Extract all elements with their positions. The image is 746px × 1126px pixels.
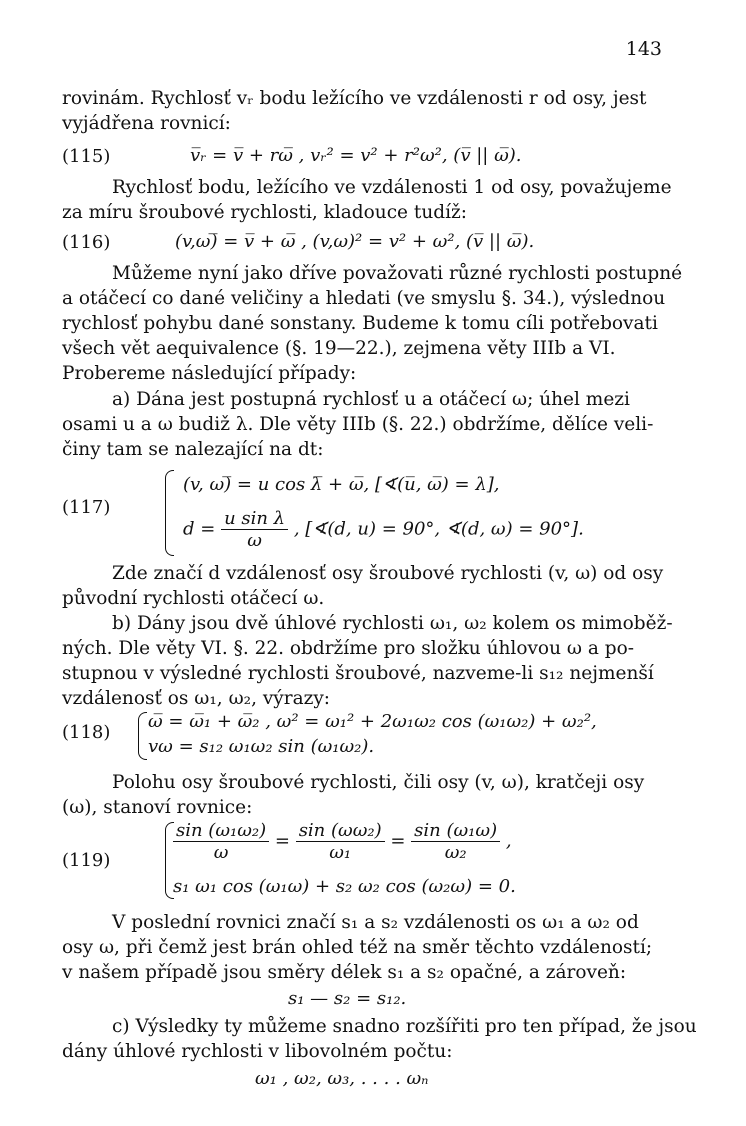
text-line: vzdálenosť os ω₁, ω₂, výrazy:	[62, 688, 331, 709]
equation-omega-list: ω₁ , ω₂, ω₃, . . . . ωₙ	[255, 1068, 429, 1089]
fraction	[411, 820, 500, 863]
text-line: b) Dány jsou dvě úhlové rychlosti ω₁, ω₂ kolem os mimoběž-	[112, 613, 673, 634]
equation-number: (118)	[62, 722, 111, 743]
equation-117-line1: (v, ω)̅ = u cos λ̅ + ω̅, [∢(u̅, ω̅) = λ],	[183, 474, 500, 495]
text-line: rychlosť pohybu dané sonstany. Budeme k tomu cíli potřebovati	[62, 313, 658, 334]
numerator: sin (ωω₂)	[296, 820, 385, 842]
equation-number: (115)	[62, 146, 111, 167]
fraction	[173, 820, 269, 863]
equation-number: (117)	[62, 497, 111, 518]
equation-brace	[165, 470, 174, 556]
text-line: c) Výsledky ty můžeme snadno rozšířiti pro ten případ, že jsou	[112, 1016, 697, 1037]
text-line: Můžeme nyní jako dříve považovati různé rychlosti postupné	[112, 263, 683, 284]
denominator: ω₁	[329, 842, 352, 863]
equation-115: v̅ᵣ = v̅ + rω̅ , vᵣ² = v² + r²ω², (v̅ || ω̅).	[190, 145, 522, 166]
text-line: a) Dána jest postupná rychlosť u a otáčecí ω; úhel mezi	[112, 389, 630, 410]
equation-text: , [∢(d, u) = 90°, ∢(d, ω) = 90°].	[293, 518, 584, 540]
text-line: osami u a ω budiž λ. Dle věty IIIb (§. 22.) obdržíme, dělíce veli-	[62, 414, 654, 435]
equation-number: (119)	[62, 850, 111, 871]
text-line: a otáčecí co dané veličiny a hledati (ve smyslu §. 34.), výslednou	[62, 288, 666, 309]
text-line: za míru šroubové rychlosti, kladouce tudíž:	[62, 202, 467, 223]
text-line: vyjádřena rovnicí:	[62, 113, 231, 134]
denominator: ω₂	[444, 842, 467, 863]
text-line: Probereme následující případy:	[62, 363, 357, 384]
text-line: dány úhlové rychlosti v libovolném počtu:	[62, 1041, 453, 1062]
fraction	[221, 508, 288, 551]
equation-119-line2: s₁ ω₁ cos (ω₁ω) + s₂ ω₂ cos (ω₂ω) = 0.	[173, 876, 516, 897]
text-line: (ω), stanoví rovnice:	[62, 797, 253, 818]
equation-117-line2	[183, 508, 584, 551]
text-line: Polohu osy šroubové rychlosti, čili osy (v, ω), kratčeji osy	[112, 772, 645, 793]
text-line: původní rychlosti otáčecí ω.	[62, 588, 325, 609]
numerator: sin (ω₁ω)	[411, 820, 500, 842]
equation-119-line1: $\frac{\text{sin (ω₁ω₂)}}{\omega}$ = $\frac{\text{sin (ωω₂)}}{\text{ω₁}}$ = $\frac{\text{sin (ω₁ω)}}{\text{ω₂}}$ ,	[173, 820, 512, 863]
denominator: ω	[247, 530, 262, 551]
fraction	[296, 820, 385, 863]
text-line: V poslední rovnici značí s₁ a s₂ vzdálenosti os ω₁ a ω₂ od	[112, 912, 639, 933]
text-line: ných. Dle věty VI. §. 22. obdržíme pro složku úhlovou ω a po-	[62, 638, 634, 659]
denominator: ω	[213, 842, 229, 863]
text-line: Rychlosť bodu, ležícího ve vzdálenosti 1 od osy, považujeme	[112, 177, 672, 198]
equation-118-line1: ω̅ = ω̅₁ + ω̅₂ , ω² = ω₁² + 2ω₁ω₂ cos (ω₁ω₂) + ω₂²,	[148, 711, 597, 732]
text-line: stupnou v výsledné rychlosti šroubové, nazveme-li s₁₂ nejmenší	[62, 663, 654, 684]
text-line: v našem případě jsou směry délek s₁ a s₂ opačné, a zároveň:	[62, 962, 627, 983]
text-line: rovinám. Rychlosť vᵣ bodu ležícího ve vzdálenosti r od osy, jest	[62, 88, 647, 109]
numerator: u sin λ	[221, 508, 288, 530]
equation-116: (v,ω)̅ = v̅ + ω̅ , (v,ω)² = v² + ω², (v̅ || ω̅).	[175, 231, 535, 252]
equation-brace	[138, 712, 147, 760]
text-line: osy ω, při čemž jest brán ohled též na směr těchto vzdáleností;	[62, 937, 653, 958]
equation-text: d =	[183, 518, 216, 540]
text-line: všech vět aequivalence (§. 19—22.), zejmena věty IIIb a VI.	[62, 338, 616, 359]
equation-s-relation: s₁ — s₂ = s₁₂.	[288, 988, 407, 1009]
equation-number: (116)	[62, 232, 111, 253]
numerator: sin (ω₁ω₂)	[173, 820, 269, 842]
equation-118-line2: vω = s₁₂ ω₁ω₂ sin (ω₁ω₂).	[148, 736, 375, 757]
text-line: Zde značí d vzdálenosť osy šroubové rychlosti (v, ω) od osy	[112, 563, 664, 584]
text-line: činy tam se nalezající na dt:	[62, 439, 324, 460]
page-number: 143	[625, 38, 662, 60]
